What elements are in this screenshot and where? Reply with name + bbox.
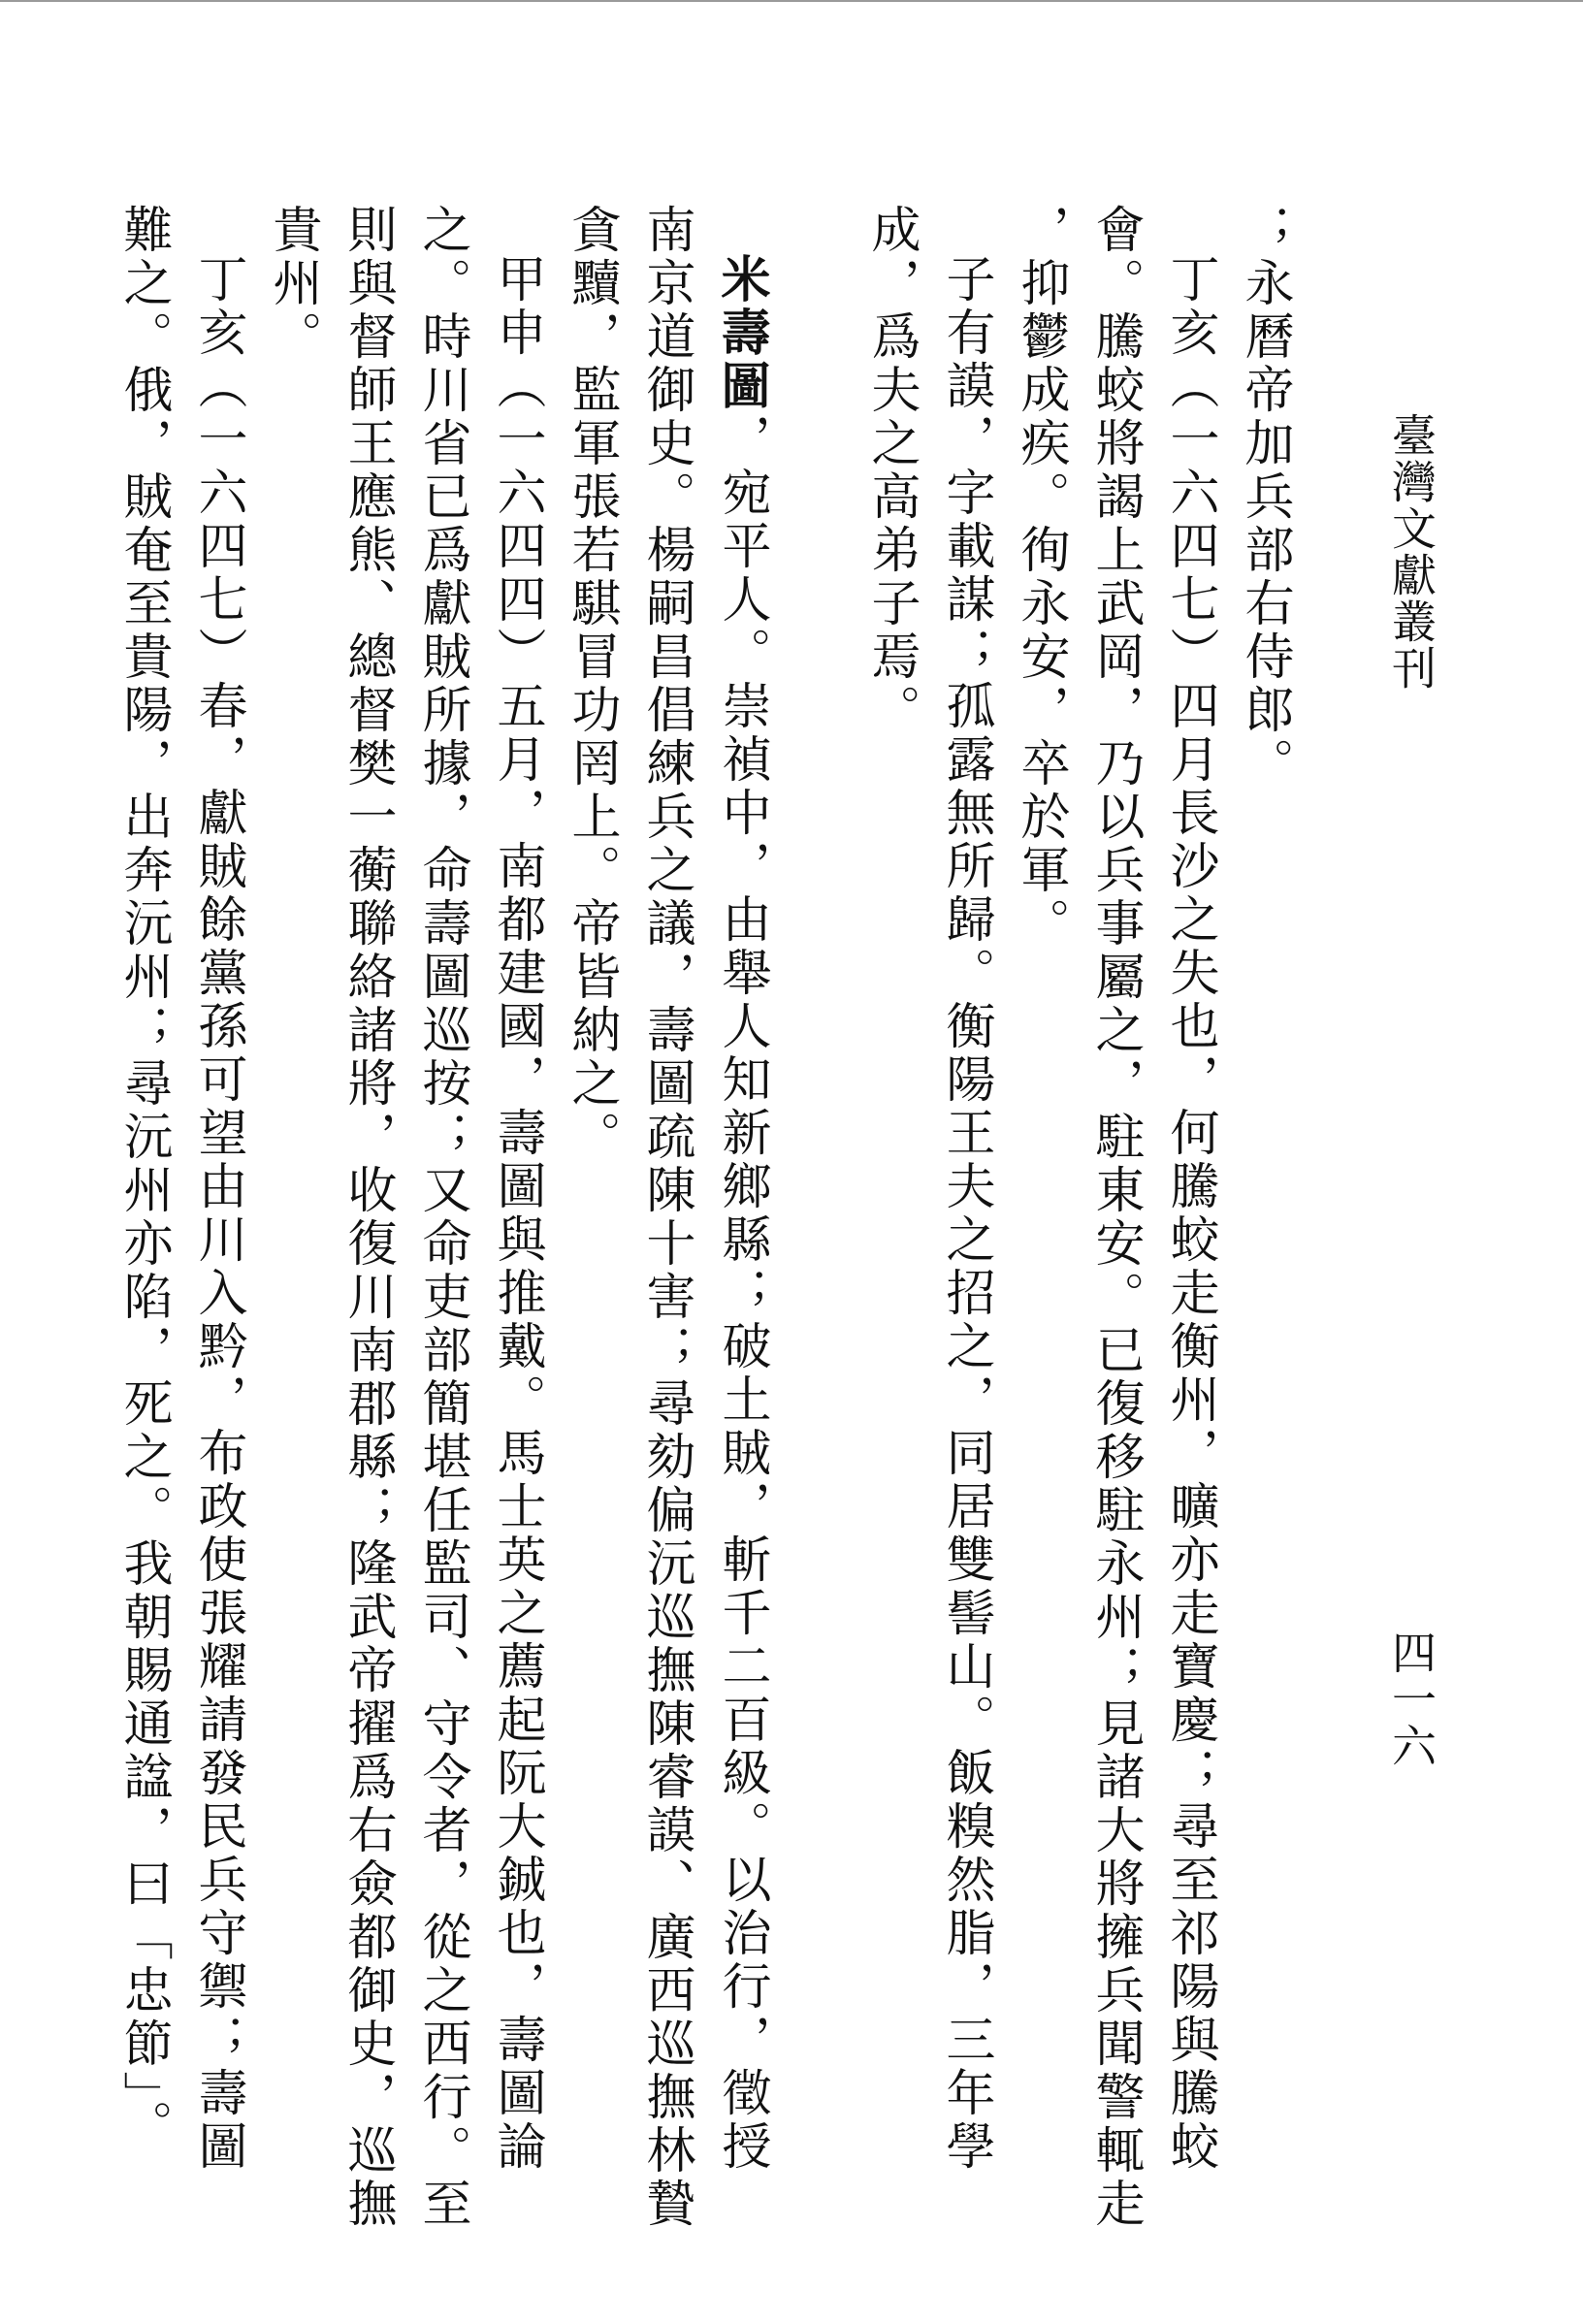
entry-name-mi-shoutu: 米壽圖	[712, 253, 770, 413]
text-line: 丁亥（一六四七）春，獻賊餘黨孫可望由川入黔，布政使張耀請發民兵守禦；壽圖	[189, 253, 246, 2174]
text-line: 成，爲夫之高弟子焉。	[862, 204, 920, 737]
text-line: 會。騰蛟將謁上武岡，乃以兵事屬之，駐東安。已復移駐永州；見諸大將擁兵聞警輒走	[1086, 204, 1144, 2231]
entry-first-line: ，宛平人。崇禎中，由舉人知新鄉縣；破土賊，斬千二百級。以治行，徵授	[713, 413, 770, 2174]
text-line: 貴州。	[264, 204, 321, 364]
text-line: 甲申（一六四四）五月，南都建國，壽圖與推戴。馬士英之薦起阮大鋮也，壽圖論	[488, 253, 545, 2174]
text-line: 則與督師王應熊、總督樊一蘅聯絡諸將，收復川南郡縣；隆武帝擢爲右僉都御史，巡撫	[339, 204, 396, 2231]
running-head-series-title: 臺灣文獻叢刊	[1385, 412, 1438, 692]
paragraph-gap	[779, 204, 854, 2124]
page-number: 四一六	[1385, 1630, 1438, 1769]
text-line: ；永曆帝加兵部右侍郎。	[1236, 204, 1293, 791]
text-line: 難之。俄，賊奄至貴陽，出奔沅州；尋沅州亦陷，死之。我朝賜通諡，曰「忠節」。	[114, 204, 172, 2153]
top-border-line	[0, 0, 1583, 2]
entry-heading-line	[703, 204, 779, 2174]
text-line: ，抑鬱成疾。徇永安，卒於軍。	[1012, 204, 1069, 951]
text-line: 丁亥（一六四七）四月長沙之失也，何騰蛟走衡州，曠亦走寶慶；尋至祁陽與騰蛟	[1161, 253, 1218, 2174]
main-text-column	[106, 204, 1302, 2231]
text-line: 之。時川省已爲獻賊所據，命壽圖巡按；又命吏部簡堪任監司、守令者，從之西行。至	[413, 204, 470, 2231]
text-line: 南京道御史。楊嗣昌倡練兵之議，壽圖疏陳十害；尋劾偏沅巡撫陳睿謨、廣西巡撫林贄	[637, 204, 695, 2231]
text-line: 貪黷，監軍張若騏冒功罔上。帝皆納之。	[563, 204, 620, 1164]
text-line: 子有謨，字載謀；孤露無所歸。衡陽王夫之招之，同居雙髻山。飯糗然脂，三年學	[937, 253, 994, 2174]
